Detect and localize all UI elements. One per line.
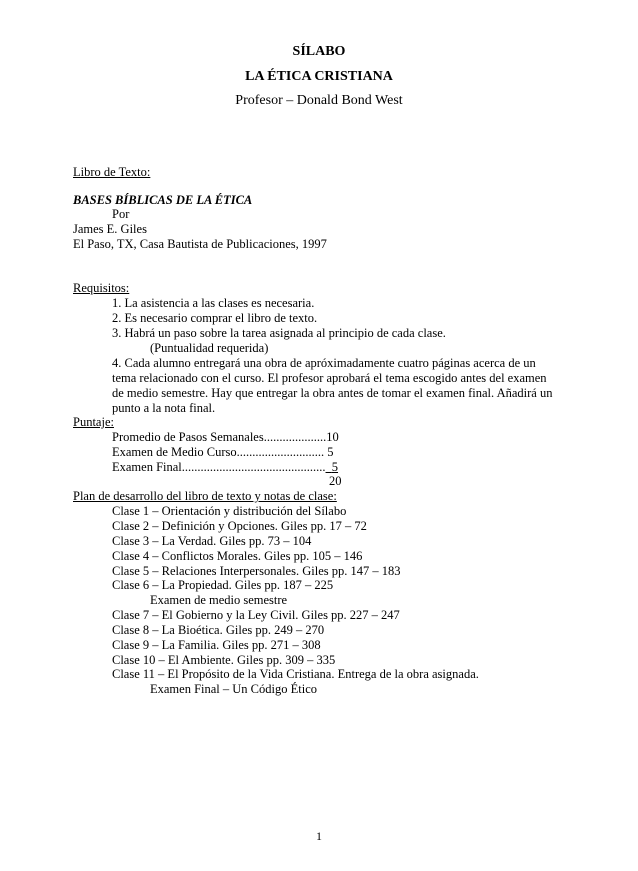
plan-label: Plan de desarrollo del libro de texto y notas de clase: — [73, 489, 337, 503]
class-item: Clase 2 – Definición y Opciones. Giles pp. 17 – 72 — [112, 519, 367, 533]
scoring-total: 20 — [329, 474, 342, 488]
requirement-item-4-line: 4. Cada alumno entregará una obra de apróximadamente cuatro páginas acerca de un — [112, 356, 536, 370]
class-item: Clase 7 – El Gobierno y la Ley Civil. Giles pp. 227 – 247 — [112, 608, 400, 622]
textbook-by: Por — [112, 207, 130, 221]
scoring-row-label: Examen Final.............................................. — [112, 460, 326, 474]
textbook-publisher: El Paso, TX, Casa Bautista de Publicaciones, 1997 — [73, 237, 327, 251]
textbook-title: BASES BÍBLICAS DE LA ÉTICA — [73, 193, 253, 207]
class-item: Clase 8 – La Bioética. Giles pp. 249 – 270 — [112, 623, 325, 637]
class-item: Clase 11 – El Propósito de la Vida Cristiana. Entrega de la obra asignada. — [112, 667, 479, 681]
document-subtitle: LA ÉTICA CRISTIANA — [245, 69, 393, 84]
class-item: Clase 10 – El Ambiente. Giles pp. 309 – 335 — [112, 653, 336, 667]
midterm-exam: Examen de medio semestre — [150, 593, 288, 607]
textbook-author: James E. Giles — [73, 222, 147, 236]
requirement-item-4-line: de medio semestre. Hay que entregar la obra antes de tomar el examen final. Añadirá un — [112, 386, 553, 400]
class-item: Clase 6 – La Propiedad. Giles pp. 187 – 225 — [112, 578, 334, 592]
class-item: Clase 1 – Orientación y distribución del Sílabo — [112, 504, 347, 518]
scoring-row: Promedio de Pasos Semanales....................10 — [112, 430, 339, 444]
scoring-row-value: 5 — [331, 460, 339, 474]
requirement-item: 3. Habrá un paso sobre la tarea asignada al principio de cada clase. — [112, 326, 446, 340]
requirement-note: (Puntualidad requerida) — [150, 341, 269, 355]
requirements-label: Requisitos: — [73, 281, 130, 295]
class-item: Clase 5 – Relaciones Interpersonales. Giles pp. 147 – 183 — [112, 564, 401, 578]
page-number: 1 — [316, 829, 322, 843]
class-item: Clase 9 – La Familia. Giles pp. 271 – 308 — [112, 638, 321, 652]
final-exam: Examen Final – Un Código Ético — [150, 682, 317, 696]
scoring-label: Puntaje: — [73, 415, 114, 429]
document-title: SÍLABO — [292, 44, 346, 59]
requirement-item-4-line: tema relacionado con el curso. El profesor aprobará el tema escogido antes del examen — [112, 371, 547, 385]
scoring-row: Examen de Medio Curso............................ 5 — [112, 445, 334, 459]
scoring-row — [112, 459, 338, 476]
requirement-item-4-line: punto a la nota final. — [112, 401, 216, 415]
class-item: Clase 3 – La Verdad. Giles pp. 73 – 104 — [112, 534, 312, 548]
textbook-label: Libro de Texto: — [73, 165, 151, 179]
class-item: Clase 4 – Conflictos Morales. Giles pp. 105 – 146 — [112, 549, 363, 563]
professor-line: Profesor – Donald Bond West — [235, 93, 403, 108]
requirement-item: 2. Es necesario comprar el libro de texto. — [112, 311, 318, 325]
requirement-item: 1. La asistencia a las clases es necesaria. — [112, 296, 315, 310]
